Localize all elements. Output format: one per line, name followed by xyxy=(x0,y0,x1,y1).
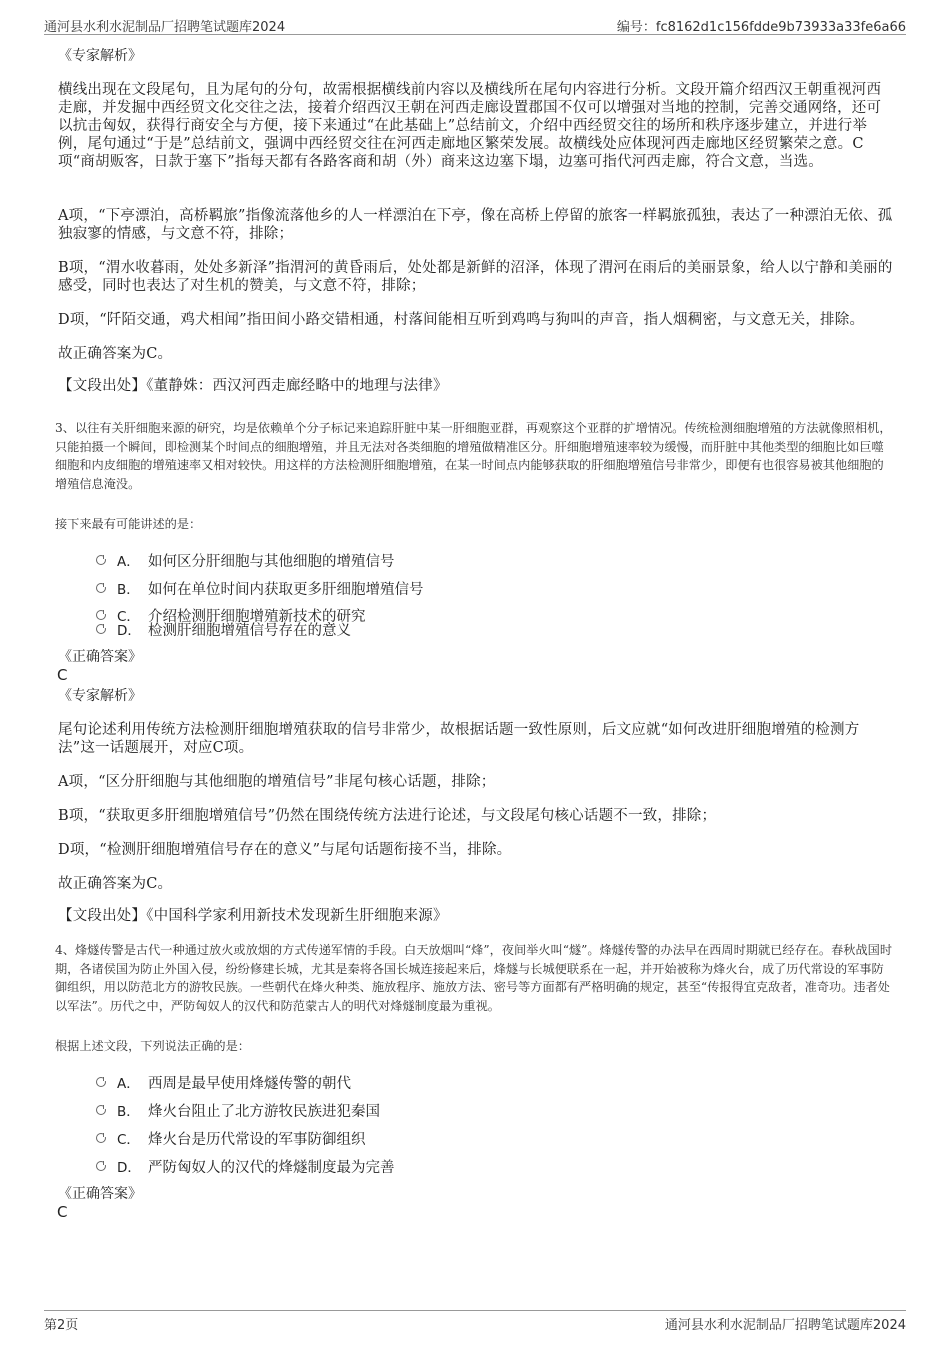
passage-source: 【文段出处】《中国科学家利用新技术发现新生肝细胞来源》 xyxy=(58,908,448,924)
page-header xyxy=(44,14,906,35)
expert-analysis-label: 《专家解析》 xyxy=(58,48,142,64)
question-3-text: 3、以往有关肝细胞来源的研究，均是依赖单个分子标记来追踪肝脏中某一肝细胞亚群，再观察这个亚群的扩增情况。传统检测细胞增殖的方法就像照相机，只能拍摄一个瞬间，即检测某个时间点的细胞增殖，并且无法对各类细胞的增殖做精准区分。肝细胞增殖速率较为缓慢，而肝脏中其他类型的细胞比如巨噬细胞和内皮细胞的增殖速率又相对较快。用这样的方法检测肝细胞增殖，在某一时间点内能够获取的肝细胞增殖信号非常少，即便有也很容易被其他细胞的增殖信息淹没。 xyxy=(55,421,892,491)
analysis-option-b: B项，“获取更多肝细胞增殖信号”仍然在围绕传统方法进行论述，与文段尾句核心话题不一致，排除； xyxy=(58,808,717,824)
radio-icon[interactable] xyxy=(96,1161,106,1171)
question-4-prompt: 根据上述文段，下列说法正确的是： xyxy=(55,1039,250,1053)
radio-icon[interactable] xyxy=(96,610,106,620)
analysis-conclusion: 故正确答案为C。 xyxy=(58,876,173,892)
radio-icon[interactable] xyxy=(96,1133,106,1143)
analysis-option-a: A项，“下亭漂泊，高桥羁旅”指像流落他乡的人一样漂泊在下亭，像在高桥上停留的旅客一样羁旅孤独，表达了一种漂泊无依、孤独寂寥的情感，与文意不符，排除； xyxy=(58,208,893,242)
expert-analysis-text: 尾句论述利用传统方法检测肝细胞增殖获取的信号非常少，故根据话题一致性原则，后文应就“如何改进肝细胞增殖的检测方法”这一话题展开，对应C项。 xyxy=(58,722,860,756)
radio-icon[interactable] xyxy=(96,1105,106,1115)
correct-answer-label: 《正确答案》 xyxy=(58,649,142,665)
radio-icon[interactable] xyxy=(96,555,106,565)
analysis-option-a: A项，“区分肝细胞与其他细胞的增殖信号”非尾句核心话题，排除； xyxy=(58,774,496,790)
radio-icon[interactable] xyxy=(96,1077,106,1087)
analysis-option-d: D项，“阡陌交通，鸡犬相闻”指田间小路交错相通，村落间能相互听到鸡鸣与狗叫的声音，指人烟稠密，与文意无关，排除。 xyxy=(58,312,865,328)
analysis-option-d: D项，“检测肝细胞增殖信号存在的意义”与尾句话题衔接不当，排除。 xyxy=(58,842,512,858)
radio-icon[interactable] xyxy=(96,624,106,634)
analysis-conclusion: 故正确答案为C。 xyxy=(58,346,173,362)
page-number: 第2页 xyxy=(44,1318,79,1333)
page-footer xyxy=(44,1310,906,1333)
question-4-text: 4、烽燧传警是古代一种通过放火或放烟的方式传递军情的手段。白天放烟叫“烽”，夜间举火叫“燧”。烽燧传警的办法早在西周时期就已经存在。春秋战国时期，各诸侯国为防止外国入侵，纷纷修建长城，尤其是秦将各国长城连接起来后，烽燧与长城便联系在一起，并开始被称为烽火台，成了历代常设的军事防御组织，用以防范北方的游牧民族。一些朝代在烽火种类、施放程序、施放方法、密号等方面都有严格明确的规定，甚至“传报得宜克敌者，准奇功。违者处以军法”。历代之中，严防匈奴人的汉代和防范蒙古人的明代对烽燧制度最为重视。 xyxy=(55,943,893,1013)
expert-analysis-text: 横线出现在文段尾句，且为尾句的分句，故需根据横线前内容以及横线所在尾句内容进行分析。文段开篇介绍西汉王朝重视河西走廊，并发掘中西经贸文化交往之法，接着介绍西汉王朝在河西走廊设置郡国不仅可以增强对当地的控制，完善交通网络，还可以抗击匈奴，获得行商安全与方便，接下来通过“在此基础上”总结前文，介绍中西经贸交往的场所和秩序逐步建立，并进行举例，尾句通过“于是”总结前文，强调中西经贸交往在河西走廊地区繁荣发展。故横线处应体现河西走廊地区经贸繁荣之意。C项“商胡贩客，日款于塞下”指每天都有各路客商和胡（外）商来这边塞下塌，边塞可指代河西走廊，符合文意，当选。 xyxy=(58,82,882,170)
document-code: 编号：fc8162d1c156fdde9b73933a33fe6a66 xyxy=(616,20,906,35)
footer-title: 通河县水利水泥制品厂招聘笔试题库2024 xyxy=(664,1318,906,1333)
passage-source: 【文段出处】《董静姝：西汉河西走廊经略中的地理与法律》 xyxy=(58,378,448,394)
correct-answer-value: C xyxy=(57,1203,68,1221)
correct-answer-label: 《正确答案》 xyxy=(58,1186,142,1202)
header-title: 通河县水利水泥制品厂招聘笔试题库2024 xyxy=(44,20,286,35)
expert-analysis-label: 《专家解析》 xyxy=(58,688,142,704)
question-3-prompt: 接下来最有可能讲述的是： xyxy=(55,517,202,531)
analysis-option-b: B项，“渭水收暮雨，处处多新泽”指渭河的黄昏雨后，处处都是新鲜的沼泽，体现了渭河在雨后的美丽景象，给人以宁静和美丽的感受，同时也表达了对生机的赞美，与文意不符，排除； xyxy=(58,260,893,294)
radio-icon[interactable] xyxy=(96,583,106,593)
correct-answer-value: C xyxy=(57,666,68,684)
